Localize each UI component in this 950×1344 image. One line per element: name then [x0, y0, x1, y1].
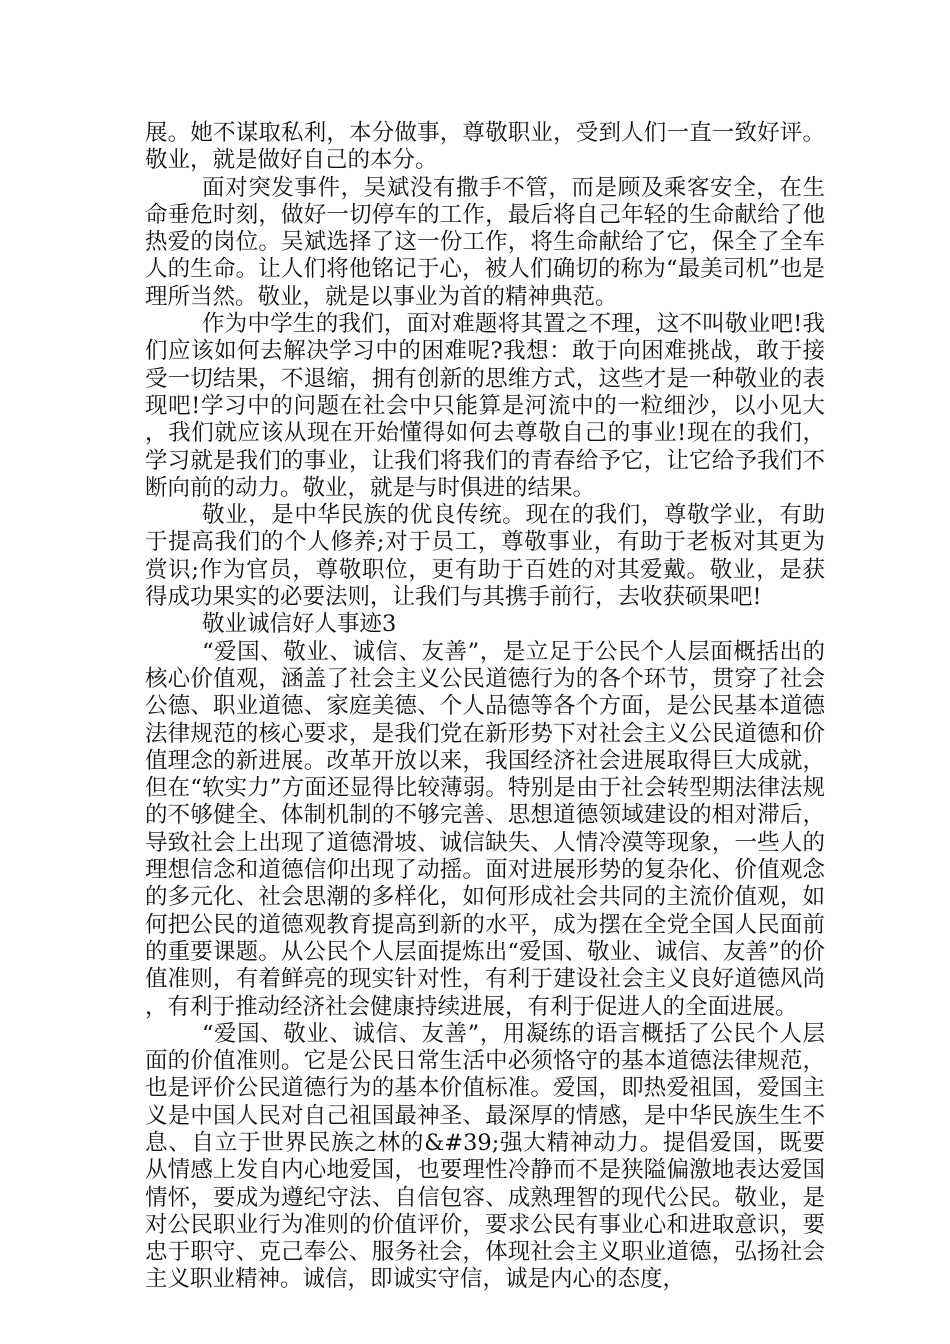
paragraph-continuation: 展。她不谋取私利，本分做事，尊敬职业，受到人们一直一致好评。敬业，就是做好自己的本分。	[145, 120, 825, 174]
paragraph-value-norms: “爱国、敬业、诚信、友善”，用凝练的语言概括了公民个人层面的价值准则。它是公民日常生活中必须恪守的基本道德法律规范，也是评价公民道德行为的基本价值标准。爱国，即热爱祖国，爱国主义是中国人民对自己祖国最神圣、最深厚的情感，是中华民族生生不息、自立于世界民族之林的&#39;强大精神动力。提倡爱国，既要从情感上发自内心地爱国，也要理性冷静而不是狭隘偏激地表达爱国情怀，要成为遵纪守法、自信包容、成熟理智的现代公民。敬业，是对公民职业行为准则的价值评价，要求公民有事业心和进取意识，要忠于职守、克己奉公、服务社会，体现社会主义职业道德，弘扬社会主义职业精神。诚信，即诚实守信，诚是内心的态度，	[145, 1020, 825, 1293]
document-body	[145, 120, 825, 1294]
paragraph-students: 作为中学生的我们，面对难题将其置之不理，这不叫敬业吧!我们应该如何去解决学习中的困难呢?我想：敢于向困难挑战，敢于接受一切结果，不退缩，拥有创新的思维方式，这些才是一种敬业的表现吧!学习中的问题在社会中只能算是河流中的一粒细沙，以小见大，我们就应该从现在开始懂得如何去尊敬自己的事业!现在的我们，学习就是我们的事业，让我们将我们的青春给予它，让它给予我们不断向前的动力。敬业，就是与时俱进的结果。	[145, 311, 825, 501]
paragraph-wu-bin: 面对突发事件，吴斌没有撒手不管，而是顾及乘客安全，在生命垂危时刻，做好一切停车的工作，最后将自己年轻的生命献给了他热爱的岗位。吴斌选择了这一份工作，将生命献给了它，保全了全车人的生命。让人们将他铭记于心，被人们确切的称为“最美司机”也是理所当然。敬业，就是以事业为首的精神典范。	[145, 174, 825, 310]
paragraph-core-values: “爱国、敬业、诚信、友善”，是立足于公民个人层面概括出的核心价值观，涵盖了社会主义公民道德行为的各个环节，贯穿了社会公德、职业道德、家庭美德、个人品德等各个方面，是公民基本道德法律规范的核心要求，是我们党在新形势下对社会主义公民道德和价值理念的新进展。改革开放以来，我国经济社会进展取得巨大成就，但在“软实力”方面还显得比较薄弱。特别是由于社会转型期法律法规的不够健全、体制机制的不够完善、思想道德领域建设的相对滞后，导致社会上出现了道德滑坡、诚信缺失、人情冷漠等现象，一些人的理想信念和道德信仰出现了动摇。面对进展形势的复杂化、价值观念的多元化、社会思潮的多样化，如何形成社会共同的主流价值观，如何把公民的道德观教育提高到新的水平，成为摆在全党全国人民面前的重要课题。从公民个人层面提炼出“爱国、敬业、诚信、友善”的价值准则，有着鲜亮的现实针对性，有利于建设社会主义良好道德风尚，有利于推动经济社会健康持续进展，有利于促进人的全面进展。	[145, 638, 825, 1020]
paragraph-tradition: 敬业，是中华民族的优良传统。现在的我们，尊敬学业，有助于提高我们的个人修养;对于员工，尊敬事业，有助于老板对其更为赏识;作为官员，尊敬职位，更有助于百姓的对其爱戴。敬业，是获得成功果实的必要法则，让我们与其携手前行，去收获硕果吧!	[145, 502, 825, 611]
section-heading: 敬业诚信好人事迹3	[202, 611, 397, 638]
